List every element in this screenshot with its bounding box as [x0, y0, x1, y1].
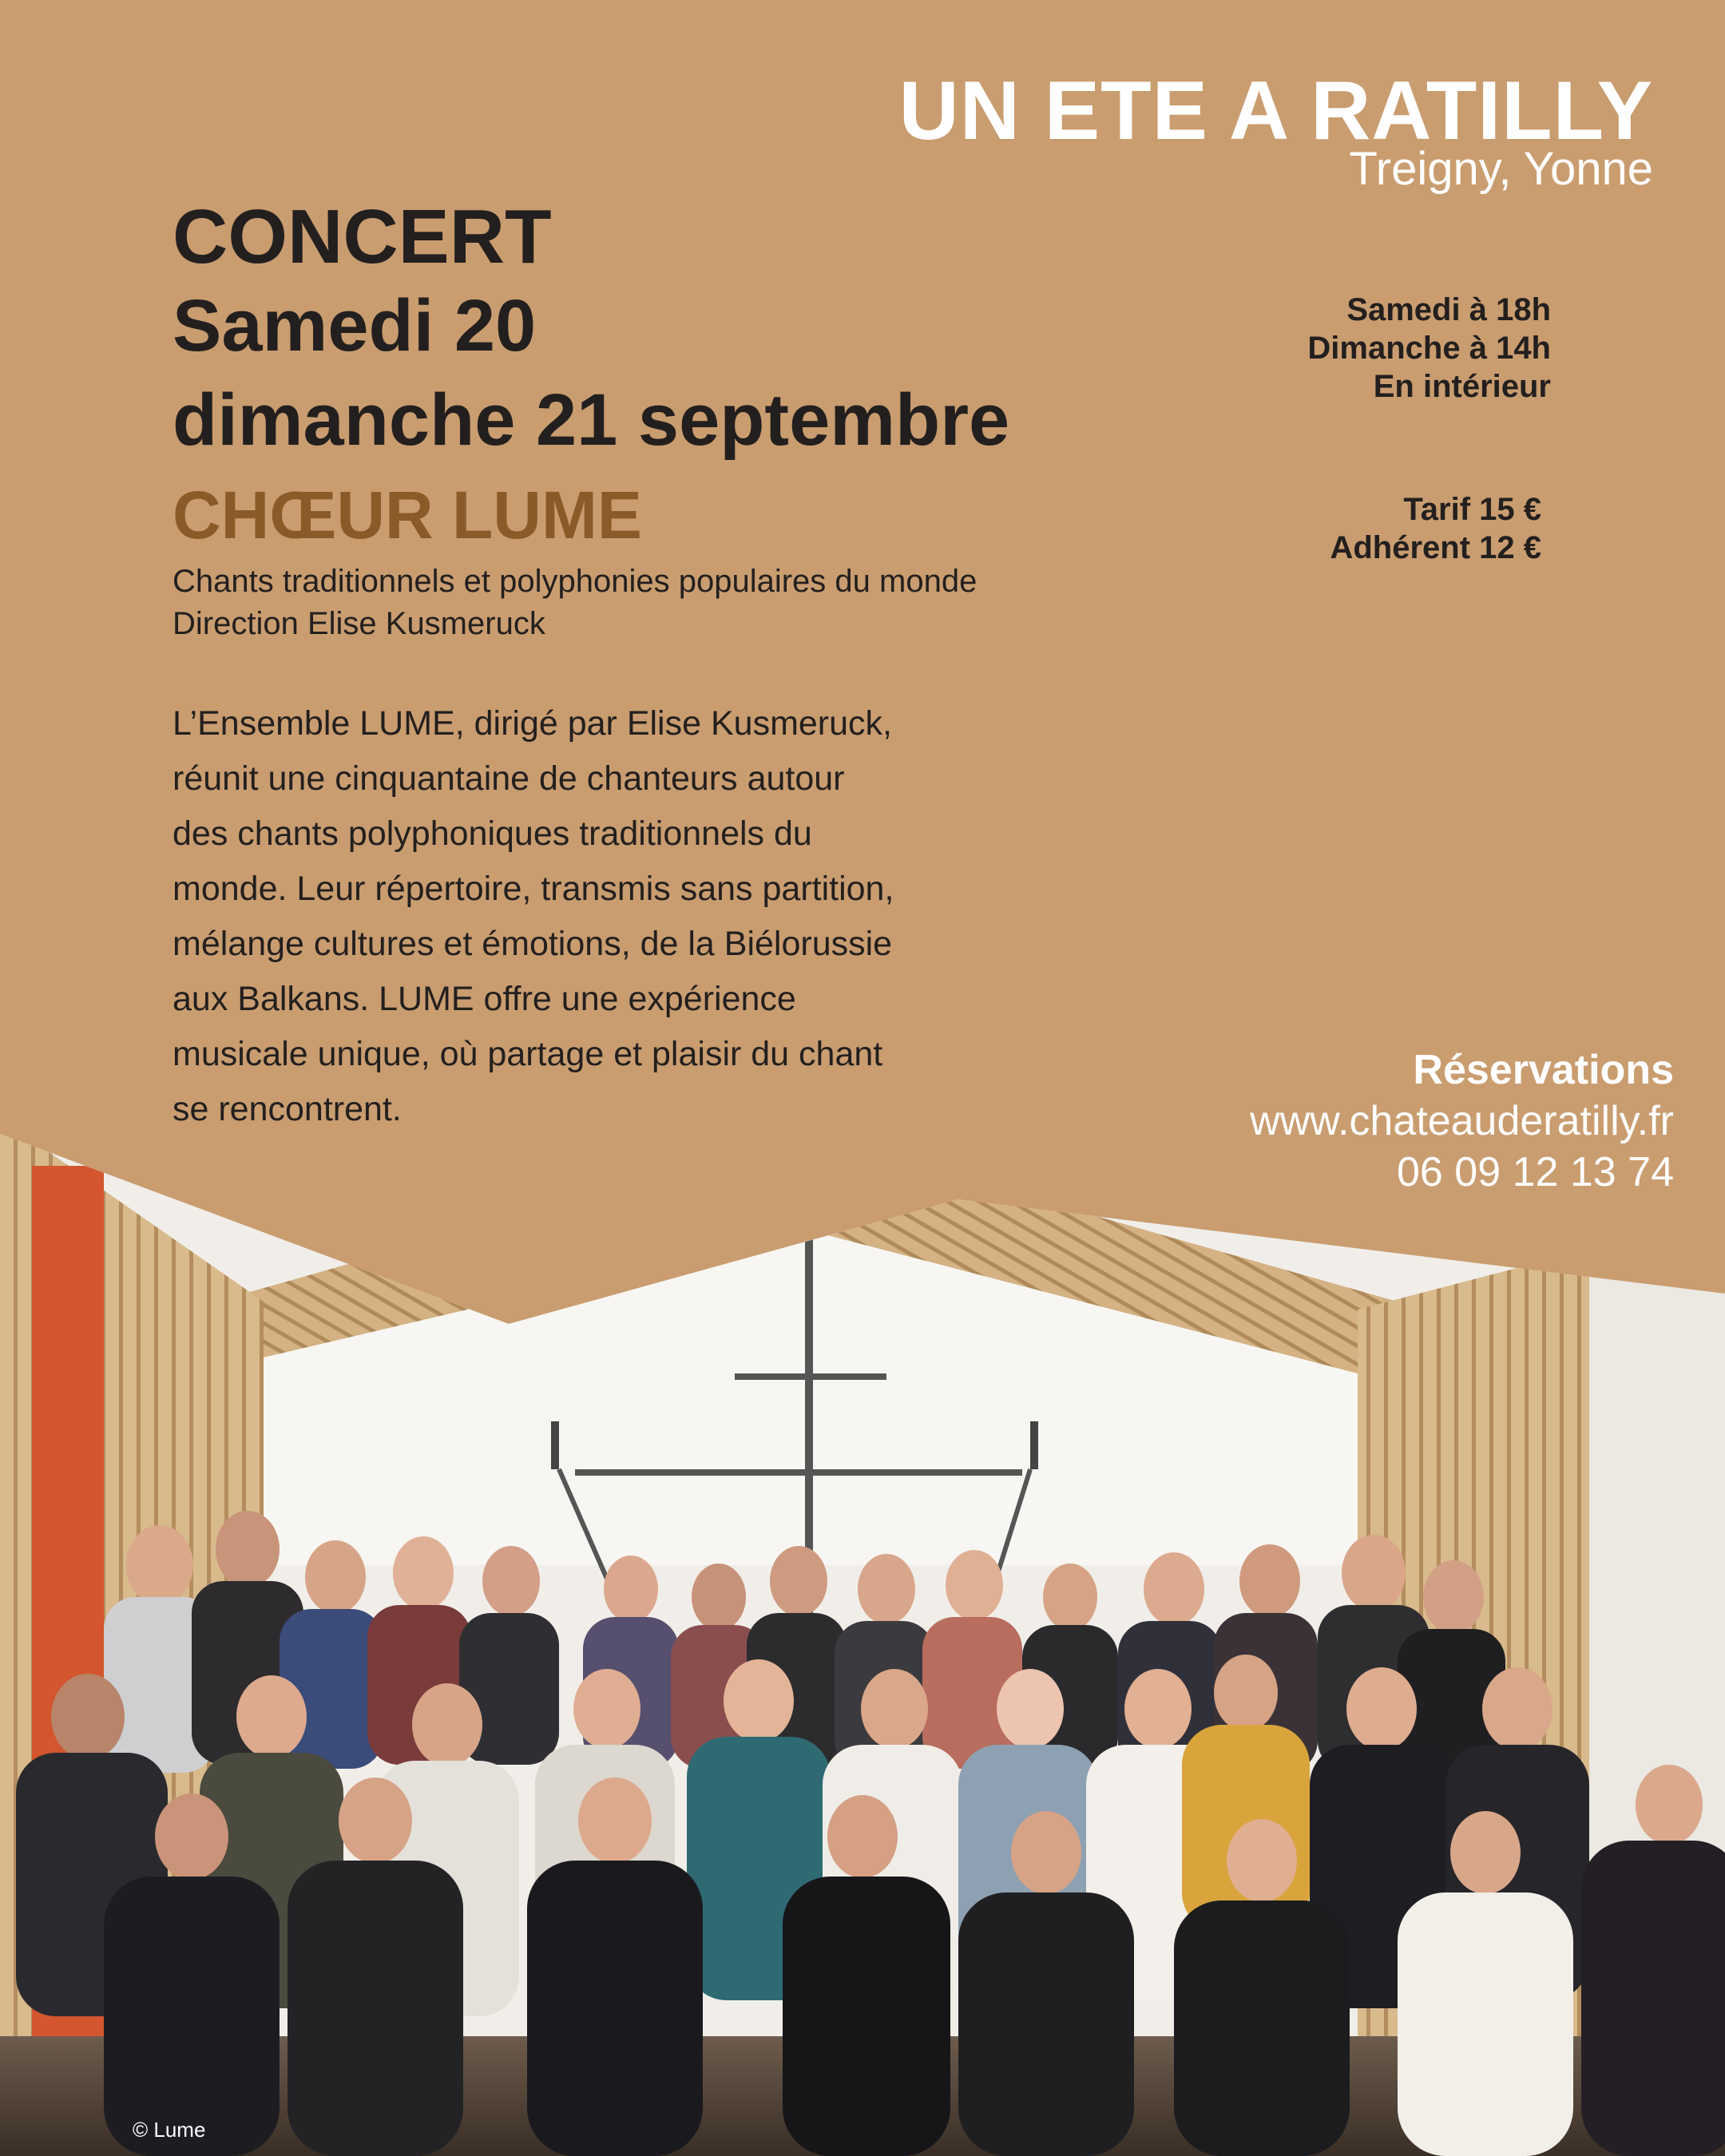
- event-location: Treigny, Yonne: [1349, 143, 1653, 195]
- price-member: Adhérent 12 €: [1330, 530, 1541, 565]
- concert-heading: CONCERT: [172, 194, 552, 279]
- description-line: musicale unique, où partage et plaisir du chant: [172, 1035, 883, 1073]
- description-line: L’Ensemble LUME, dirigé par Elise Kusmeruck,: [172, 704, 892, 743]
- choir-name: CHŒUR LUME: [172, 478, 642, 553]
- price-standard: Tarif 15 €: [1403, 492, 1541, 527]
- description-line: des chants polyphoniques traditionnels du: [172, 814, 812, 853]
- reservations-label: Réservations: [1413, 1047, 1674, 1093]
- reservations-phone: 06 09 12 13 74: [1397, 1149, 1674, 1195]
- description-line: se rencontrent.: [172, 1090, 402, 1128]
- event-series-title: UN ETE A RATILLY: [898, 65, 1653, 157]
- schedule-sunday: Dimanche à 14h: [1307, 331, 1551, 366]
- description-line: réunit une cinquantaine de chanteurs autour: [172, 759, 845, 798]
- schedule-venue: En intérieur: [1373, 369, 1551, 404]
- event-description: [172, 696, 1131, 1137]
- concert-date-sunday: dimanche 21 septembre: [172, 379, 1010, 461]
- concert-date-saturday: Samedi 20: [172, 285, 537, 367]
- reservations-website-link[interactable]: www.chateauderatilly.fr: [1250, 1098, 1674, 1144]
- description-line: monde. Leur répertoire, transmis sans partition,: [172, 870, 894, 908]
- pricing-block: [1330, 490, 1541, 567]
- schedule-block: [1307, 291, 1551, 406]
- repertoire-subtitle: Chants traditionnels et polyphonies populaires du monde: [172, 564, 978, 599]
- schedule-saturday: Samedi à 18h: [1346, 292, 1551, 327]
- description-line: aux Balkans. LUME offre une expérience: [172, 980, 796, 1018]
- description-line: mélange cultures et émotions, de la Biélorussie: [172, 925, 893, 963]
- choir-group-photo: [0, 1118, 1725, 2156]
- reservations-block: [1250, 1044, 1674, 1198]
- photo-credit: © Lume: [133, 2118, 206, 2142]
- direction-subtitle: Direction Elise Kusmeruck: [172, 606, 545, 641]
